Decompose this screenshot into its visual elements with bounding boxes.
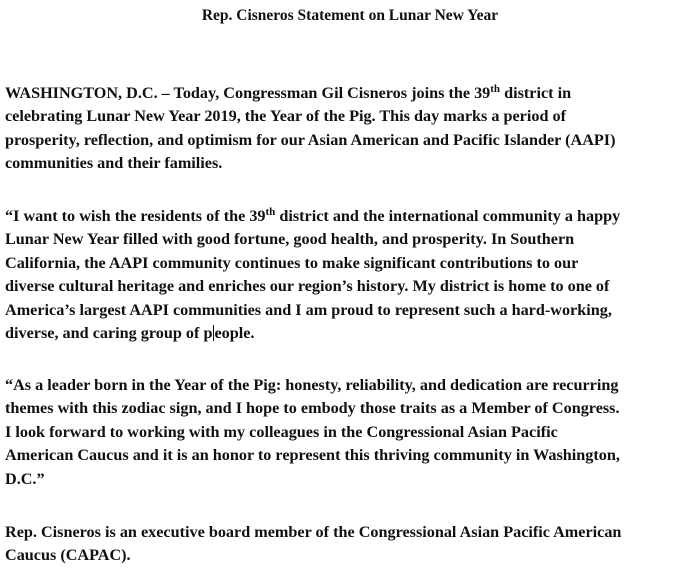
text-line: America’s largest AAPI communities and I am proud to represent such a hard-working, [5,300,612,319]
text-line: communities and their families. [5,154,223,173]
text-line: I look forward to working with my colleagues in the Congressional Asian Pacific [5,422,558,441]
paragraph-intro [5,82,697,176]
ordinal-superscript: th [265,206,276,218]
text-line: prosperity, reflection, and optimism for our Asian American and Pacific Islander (AAPI) [5,130,616,149]
text-line: diverse cultural heritage and enriches our region’s history. My district is home to one of [5,277,610,296]
paragraph-closing [5,521,697,568]
text-line: California, the AAPI community continues to make significant contributions to our [5,253,579,272]
text-line: “As a leader born in the Year of the Pig: honesty, reliability, and dedication are recurring [5,376,619,394]
text-line[interactable]: diverse, and caring group of p eople. [5,324,255,343]
text-line: “I want to wish the residents of the 39th district and the international community a happy [5,206,621,225]
paragraph-quote-2 [5,374,697,491]
text-line: themes with this zodiac sign, and I hope to embody those traits as a Member of Congress. [5,399,620,418]
text-line: American Caucus and it is an honor to represent this thriving community in Washington, [5,446,620,465]
text-line: D.C.” [5,469,45,488]
text-line: WASHINGTON, D.C. – Today, Congressman Gil Cisneros joins the 39th district in [5,83,572,102]
text-line: Caucus (CAPAC). [5,546,131,565]
text-line: celebrating Lunar New Year 2019, the Year of the Pig. This day marks a period of [5,107,566,126]
text-line: Lunar New Year filled with good fortune, good health, and prosperity. In Southern [5,230,575,249]
document-title: Rep. Cisneros Statement on Lunar New Year [201,7,499,24]
ordinal-superscript: th [490,83,501,95]
paragraph-quote-1 [5,205,697,345]
text-line: Rep. Cisneros is an executive board member of the Congressional Asian Pacific American [5,523,622,541]
